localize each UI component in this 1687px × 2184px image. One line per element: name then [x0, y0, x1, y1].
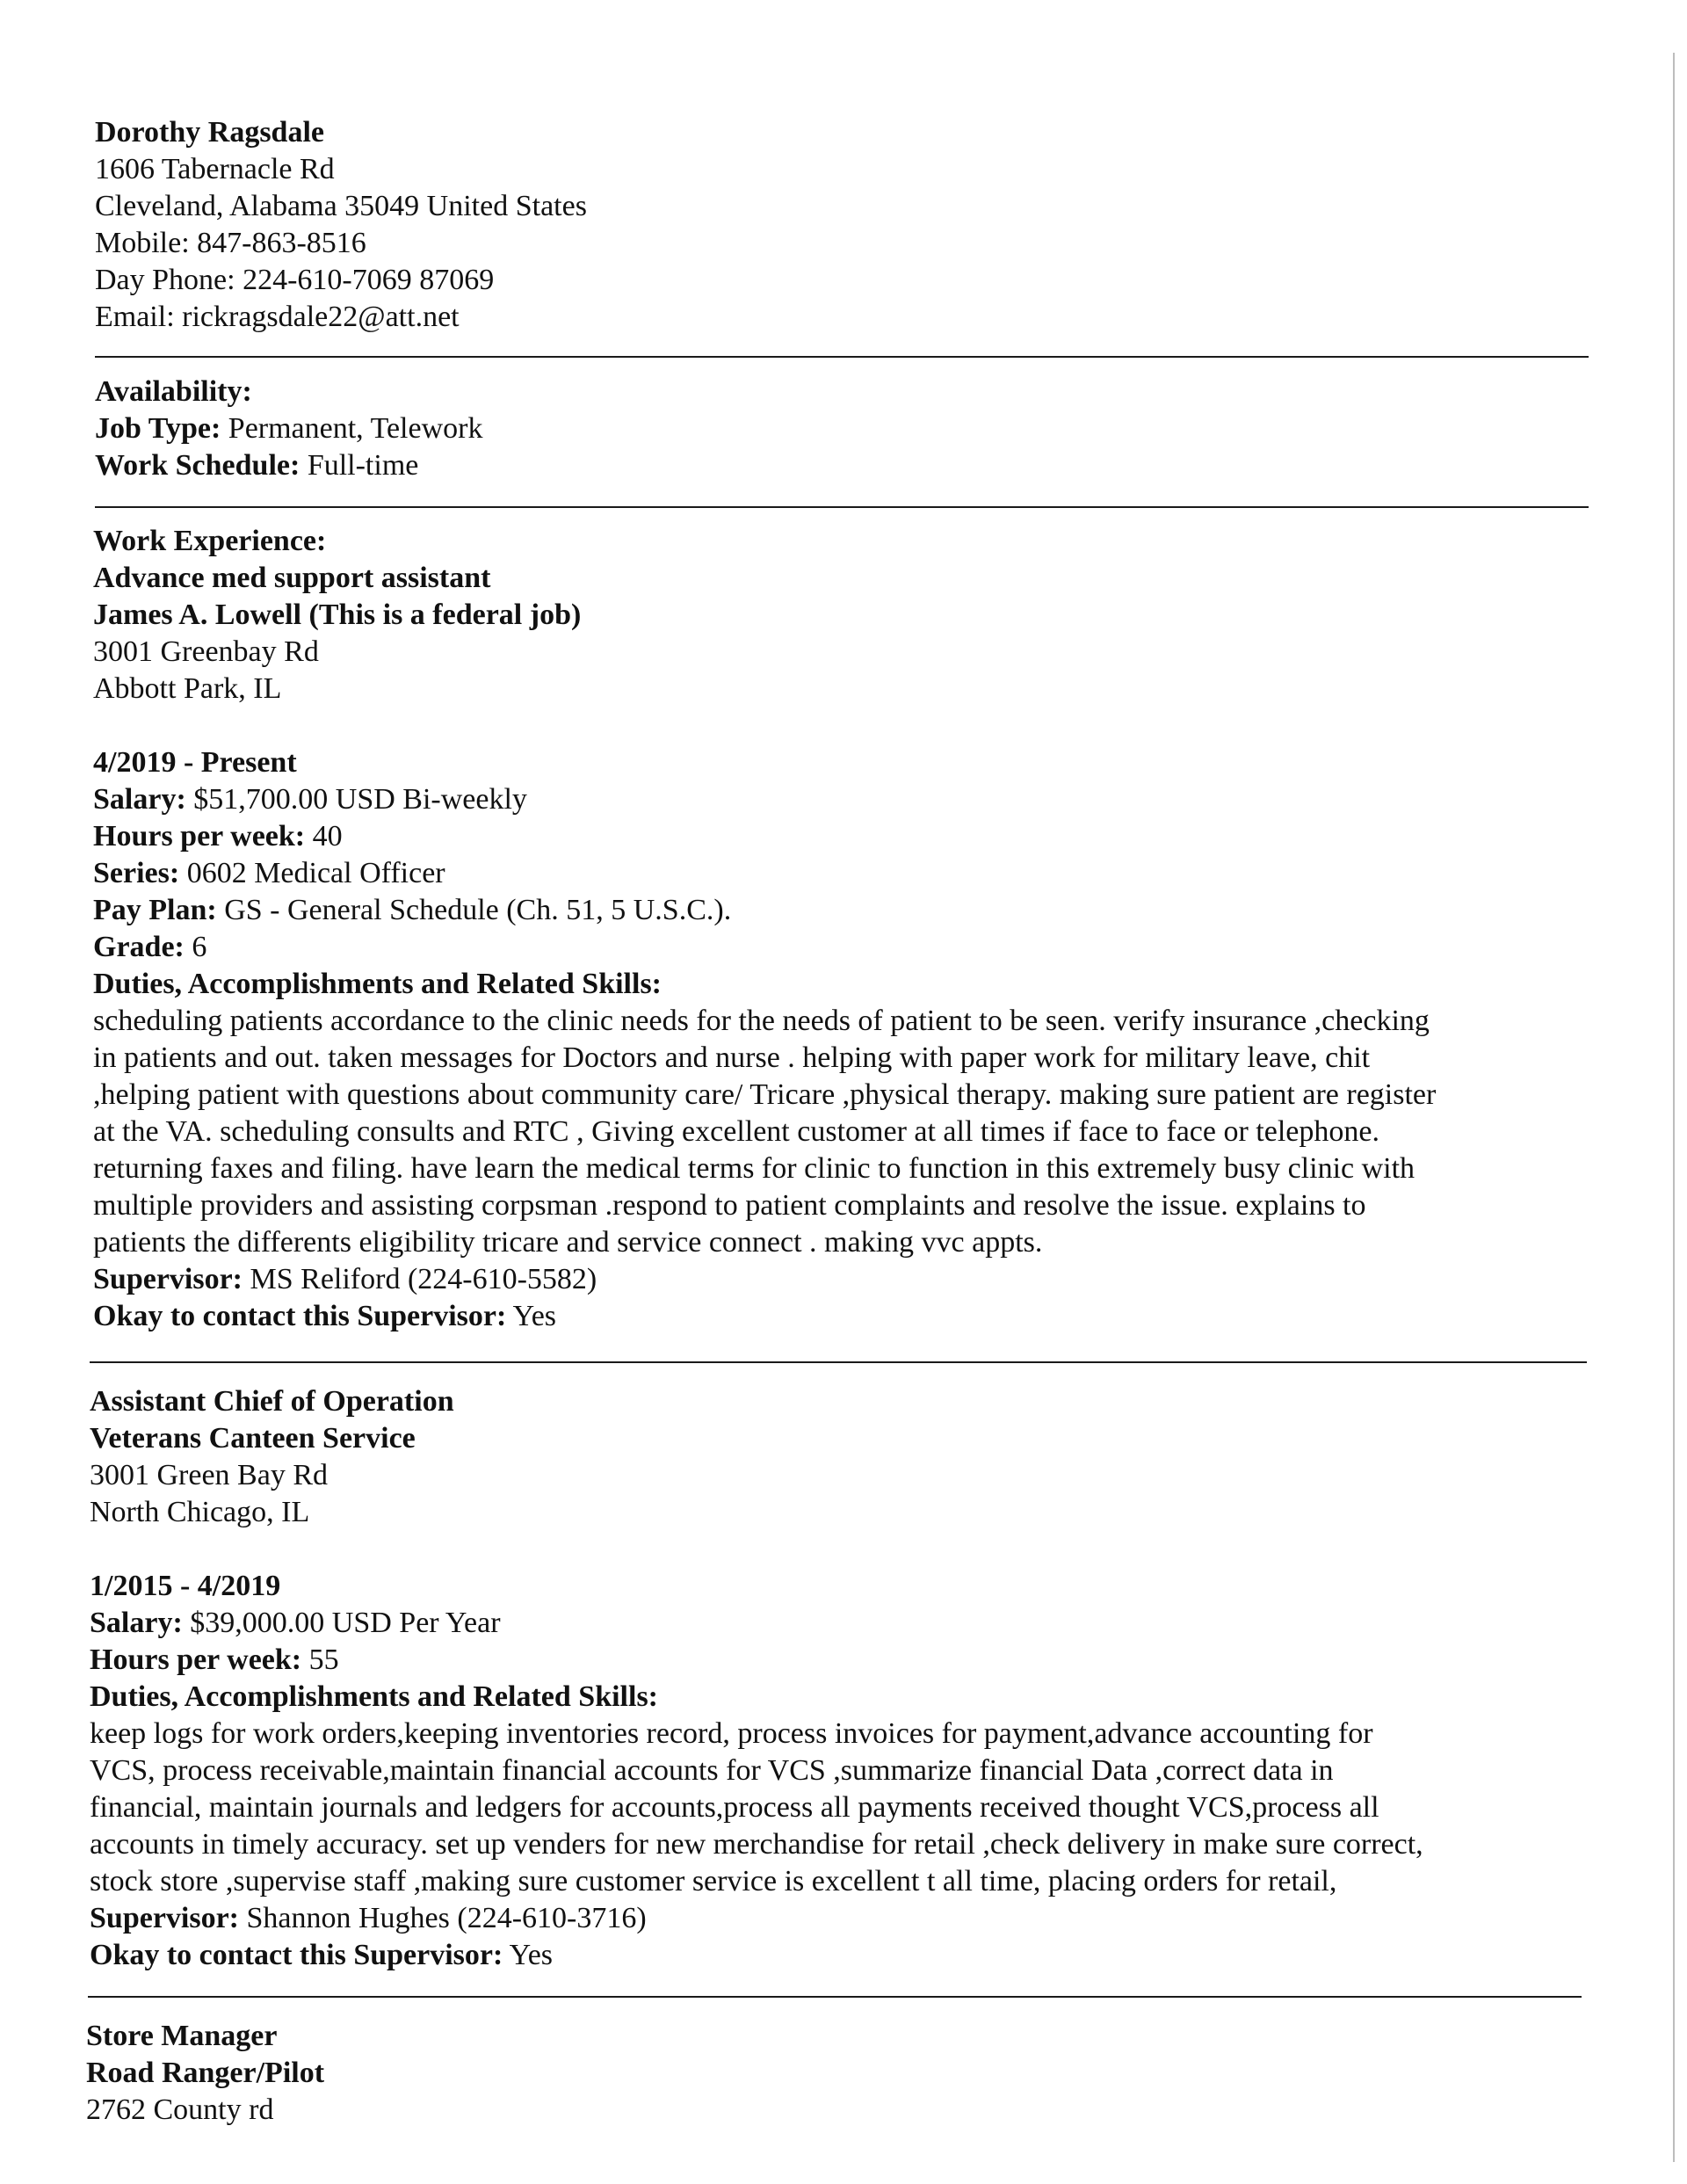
duties-text	[93, 1003, 1622, 1261]
duties-line: financial, maintain journals and ledgers for accounts,process all payments received thought VCS,process all	[90, 1791, 1379, 1824]
series-row	[93, 855, 1687, 892]
series-value: 0602 Medical Officer	[179, 857, 445, 889]
job-entry-1	[93, 523, 1687, 1335]
hours-label: Hours per week:	[93, 820, 306, 853]
work-schedule-value: Full-time	[300, 449, 419, 482]
duties-line: VCS, process receivable,maintain financial accounts for VCS ,summarize financial Data ,correct data in	[90, 1754, 1334, 1787]
supervisor-value: MS Reliford (224-610-5582)	[243, 1263, 597, 1295]
duties-line: multiple providers and assisting corpsman .respond to patient complaints and resolve the issue. explains to	[93, 1189, 1366, 1222]
mobile-phone: Mobile: 847-863-8516	[95, 227, 366, 259]
duties-line: patients the differents eligibility tricare and service connect . making vvc appts.	[93, 1226, 1043, 1259]
series-label: Series:	[93, 857, 180, 889]
availability-section	[95, 374, 1687, 484]
employer-name: Road Ranger/Pilot	[86, 2057, 325, 2089]
duties-line: scheduling patients accordance to the clinic needs for the needs of patient to be seen. verify insurance ,checking	[93, 1005, 1430, 1037]
email-address: Email: rickragsdale22@att.net	[95, 301, 460, 333]
contact-section	[95, 114, 1687, 336]
grade-row	[93, 929, 1687, 966]
duties-line: keep logs for work orders,keeping inventories record, process invoices for payment,advance accounting for	[90, 1717, 1373, 1750]
contact-ok-row	[90, 1937, 1687, 1974]
pay-plan-row	[93, 892, 1687, 929]
employer-address-2: Abbott Park, IL	[93, 672, 282, 705]
job-title: Store Manager	[86, 2020, 278, 2052]
employer-address-1: 2762 County rd	[86, 2093, 274, 2126]
day-phone: Day Phone: 224-610-7069 87069	[95, 264, 495, 296]
hours-value: 55	[301, 1643, 339, 1676]
work-schedule-label: Work Schedule:	[95, 449, 300, 482]
hours-row	[93, 818, 1687, 855]
salary-value: $51,700.00 USD Bi-weekly	[185, 783, 527, 816]
hours-row	[90, 1642, 1687, 1679]
job-type-value: Permanent, Telework	[221, 412, 483, 445]
duties-line: at the VA. scheduling consults and RTC , Giving excellent customer at all times if face to face or telephone.	[93, 1115, 1379, 1148]
contact-ok-label: Okay to contact this Supervisor:	[90, 1939, 503, 1971]
address-line-2: Cleveland, Alabama 35049 United States	[95, 190, 587, 222]
contact-ok-value: Yes	[503, 1939, 554, 1971]
job-title: Assistant Chief of Operation	[90, 1385, 454, 1418]
supervisor-row	[93, 1261, 1687, 1298]
pay-plan-label: Pay Plan:	[93, 894, 217, 926]
address-line-1: 1606 Tabernacle Rd	[95, 153, 335, 185]
grade-value: 6	[184, 931, 207, 963]
availability-heading: Availability:	[95, 375, 252, 408]
duties-line: accounts in timely accuracy. set up venders for new merchandise for retail ,check delivery in make sure correct,	[90, 1828, 1423, 1861]
work-experience-heading: Work Experience:	[93, 525, 327, 557]
duties-line: returning faxes and filing. have learn the medical terms for clinic to function in this extremely busy clinic with	[93, 1152, 1415, 1185]
section-divider	[90, 1361, 1587, 1363]
duties-label: Duties, Accomplishments and Related Skills:	[93, 968, 662, 1000]
pay-plan-value: GS - General Schedule (Ch. 51, 5 U.S.C.).	[216, 894, 732, 926]
employer-address-1: 3001 Greenbay Rd	[93, 635, 319, 668]
salary-label: Salary:	[93, 783, 186, 816]
duties-text	[90, 1716, 1618, 1900]
employer-name: Veterans Canteen Service	[90, 1422, 416, 1455]
job-type-row	[95, 410, 1687, 447]
supervisor-row	[90, 1900, 1687, 1937]
employment-dates: 1/2015 - 4/2019	[90, 1570, 281, 1602]
supervisor-value: Shannon Hughes (224-610-3716)	[239, 1902, 647, 1934]
salary-row	[93, 781, 1687, 818]
contact-ok-value: Yes	[506, 1300, 557, 1332]
job-entry-2	[90, 1383, 1687, 1974]
job-type-label: Job Type:	[95, 412, 221, 445]
grade-label: Grade:	[93, 931, 185, 963]
duties-line: ,helping patient with questions about community care/ Tricare ,physical therapy. making sure patient are register	[93, 1078, 1437, 1111]
salary-label: Salary:	[90, 1607, 183, 1639]
salary-value: $39,000.00 USD Per Year	[182, 1607, 501, 1639]
contact-ok-label: Okay to contact this Supervisor:	[93, 1300, 507, 1332]
section-divider	[95, 506, 1589, 508]
employer-address-1: 3001 Green Bay Rd	[90, 1459, 329, 1491]
scan-edge-line	[1673, 53, 1675, 2162]
employer-name: James A. Lowell (This is a federal job)	[93, 599, 582, 631]
job-title: Advance med support assistant	[93, 562, 491, 594]
applicant-name: Dorothy Ragsdale	[95, 116, 324, 149]
supervisor-label: Supervisor:	[93, 1263, 243, 1295]
salary-row	[90, 1605, 1687, 1642]
hours-value: 40	[305, 820, 343, 853]
hours-label: Hours per week:	[90, 1643, 302, 1676]
work-schedule-row	[95, 447, 1687, 484]
supervisor-label: Supervisor:	[90, 1902, 239, 1934]
contact-ok-row	[93, 1298, 1687, 1335]
section-divider	[88, 1996, 1582, 1998]
section-divider	[95, 356, 1589, 358]
duties-label: Duties, Accomplishments and Related Skills:	[90, 1680, 658, 1713]
duties-line: stock store ,supervise staff ,making sure customer service is excellent t all time, placing orders for retail,	[90, 1865, 1337, 1897]
job-entry-3	[86, 2018, 1685, 2129]
duties-line: in patients and out. taken messages for Doctors and nurse . helping with paper work for military leave, chit	[93, 1041, 1371, 1074]
employment-dates: 4/2019 - Present	[93, 746, 297, 779]
employer-address-2: North Chicago, IL	[90, 1496, 310, 1528]
